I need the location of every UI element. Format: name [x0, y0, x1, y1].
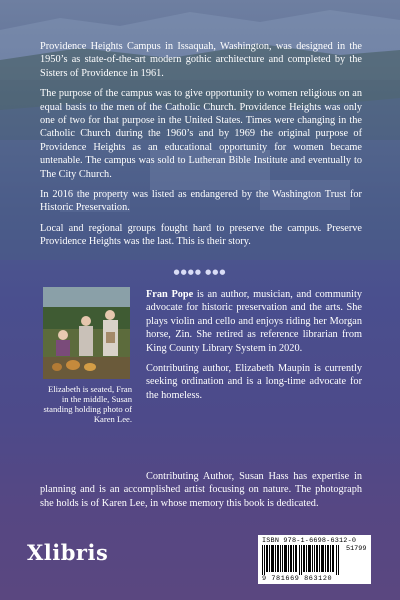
authors-photo-image [43, 287, 130, 379]
price-code: 51799 [346, 545, 367, 553]
description-paragraph-3: In 2016 the property was listed as endangered by the Washington Trust for Historic Preservation. [40, 189, 362, 214]
susan-hass-bio-block [40, 470, 362, 510]
isbn-number: ISBN 978-1-6698-6312-0 [262, 537, 357, 545]
author-name: Fran Pope [146, 289, 194, 300]
isbn-barcode [258, 535, 371, 584]
description-paragraph-4: Local and regional groups fought hard to preserve the campus. Preserve Providence Heights was the last. This is their story. [40, 222, 362, 248]
dot-ornament-divider: ●●●● ●●● [173, 268, 227, 276]
description-paragraph-2: The purpose of the campus was to give opportunity to women religious on an equal basis to the men of the Catholic Church. Providence Heights was only one of two for that purpose in the United States. Times were changing in the Catholic Church during the 1960’s and by 1969 the original purpose of Providence Heights as an educational opportunity for women became untenable. The campus was sold to Lutheran Bible Institute and eventually to The City Church. [40, 88, 362, 180]
description-paragraph-1: Providence Heights Campus in Issaquah, Washington, was designed in the 1950’s as state-of-the-art modern gothic architecture and completed by the Sisters of Providence in 1961. [40, 41, 362, 79]
susan-hass-bio: Contributing Author, Susan Hass has expertise in planning and is an accomplished artist focusing on nature. The photograph she holds is of Karen Lee, in whose memory this book is dedicated. [40, 471, 362, 509]
authors-photo [43, 287, 130, 379]
ean-number: 9 781669 863120 [262, 575, 333, 583]
photo-caption: Elizabeth is seated, Fran in the middle, Susan standing holding photo of Karen Lee. [43, 384, 132, 424]
ean-barcode-bars [262, 545, 342, 575]
fran-pope-bio-text: is an author, musician, and community advocate for historic preservation and the arts. She plays violin and cello and enjoys riding her Morgan horse, Zin. She retired as reference librarian from King County Library System in 2020. [146, 289, 362, 354]
fran-pope-bio [146, 288, 362, 355]
publisher-logo: Xlibris [27, 540, 109, 565]
author-bios [146, 288, 362, 409]
elizabeth-maupin-bio: Contributing author, Elizabeth Maupin is currently seeking ordination and is a long-time advocate for the homeless. [146, 363, 362, 401]
book-description [40, 40, 362, 256]
